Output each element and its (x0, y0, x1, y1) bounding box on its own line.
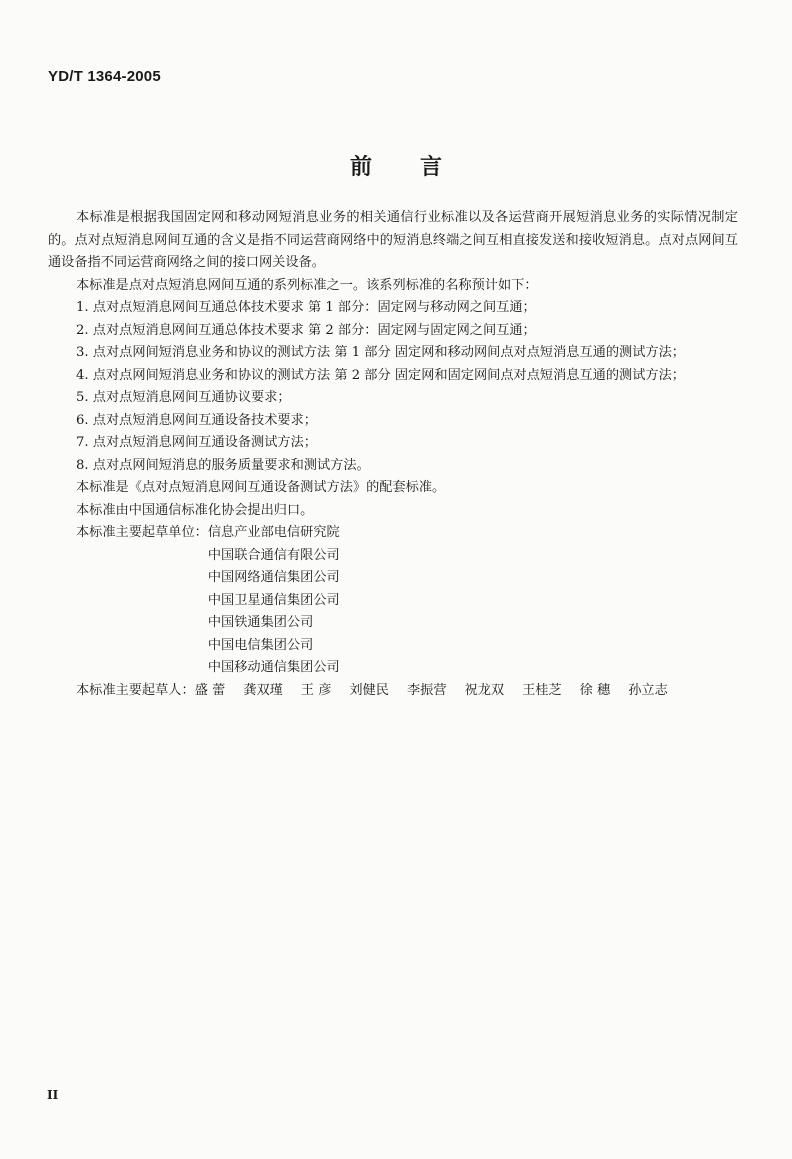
drafter-name: 孙立志 (628, 682, 668, 698)
drafter-name: 徐 穗 (579, 682, 611, 698)
list-item: 3. 点对点网间短消息业务和协议的测试方法 第 1 部分 固定网和移动网间点对点短消息互通的测试方法； (76, 345, 685, 360)
standard-code: YD/T 1364-2005 (48, 68, 161, 85)
drafter-name: 李振营 (406, 682, 447, 698)
intro-paragraph-2: 本标准是点对点短消息网间互通的系列标准之一。该系列标准的名称预计如下： (76, 277, 538, 293)
drafting-units-label: 本标准主要起草单位： (76, 525, 208, 540)
drafters-label: 本标准主要起草人： (76, 682, 195, 698)
companion-statement: 本标准是《点对点短消息网间互通设备测试方法》的配套标准。 (76, 480, 446, 495)
drafting-unit: 中国卫星通信集团公司 (207, 592, 340, 608)
list-item: 1. 点对点短消息网间互通总体技术要求 第 1 部分：固定网与移动网之间互通； (76, 300, 536, 315)
foreword-body (48, 207, 738, 702)
list-item: 8. 点对点网间短消息的服务质量要求和测试方法。 (76, 457, 370, 473)
list-item: 5. 点对点短消息网间互通协议要求； (76, 390, 291, 405)
drafting-unit: 中国网络通信集团公司 (207, 570, 340, 585)
drafting-units (48, 522, 738, 680)
list-item: 7. 点对点短消息网间互通设备测试方法； (76, 435, 317, 450)
drafting-unit: 中国铁通集团公司 (207, 615, 314, 630)
drafter-name: 龚双瑾 (243, 682, 283, 698)
proposer-statement: 本标准由中国通信标准化协会提出归口。 (76, 502, 314, 518)
drafter-name: 盛 蕾 (194, 682, 226, 698)
page-title (0, 150, 792, 181)
list-item: 2. 点对点短消息网间互通总体技术要求 第 2 部分：固定网与固定网之间互通； (76, 322, 536, 338)
drafting-unit: 中国电信集团公司 (207, 637, 314, 653)
drafters (48, 680, 738, 703)
drafter-name: 刘健民 (349, 682, 389, 698)
page-number: II (47, 1088, 59, 1102)
title-char-1: 前 (349, 155, 372, 180)
series-list (48, 297, 738, 477)
list-item: 6. 点对点短消息网间互通设备技术要求； (76, 412, 317, 428)
title-char-2: 言 (420, 155, 443, 180)
drafting-unit: 中国移动通信集团公司 (207, 660, 340, 675)
drafting-unit: 中国联合通信有限公司 (207, 547, 340, 563)
drafter-name: 祝龙双 (464, 682, 505, 698)
drafting-unit: 信息产业部电信研究院 (207, 525, 340, 540)
list-item: 4. 点对点网间短消息业务和协议的测试方法 第 2 部分 固定网和固定网间点对点短消息互通的测试方法； (76, 367, 685, 383)
drafter-name: 王桂芝 (522, 682, 562, 698)
drafting-units-list (208, 522, 340, 680)
drafter-name: 王 彦 (300, 682, 332, 698)
intro-paragraph-1: 本标准是根据我国固定网和移动网短消息业务的相关通信行业标准以及各运营商开展短消息业务的实际情况制定的。点对点短消息网间互通的含义是指不同运营商网络中的短消息终端之间互相直接发送和接收短消息。点对点网间互通设备指不同运营商网络之间的接口网关设备。 (48, 210, 738, 270)
